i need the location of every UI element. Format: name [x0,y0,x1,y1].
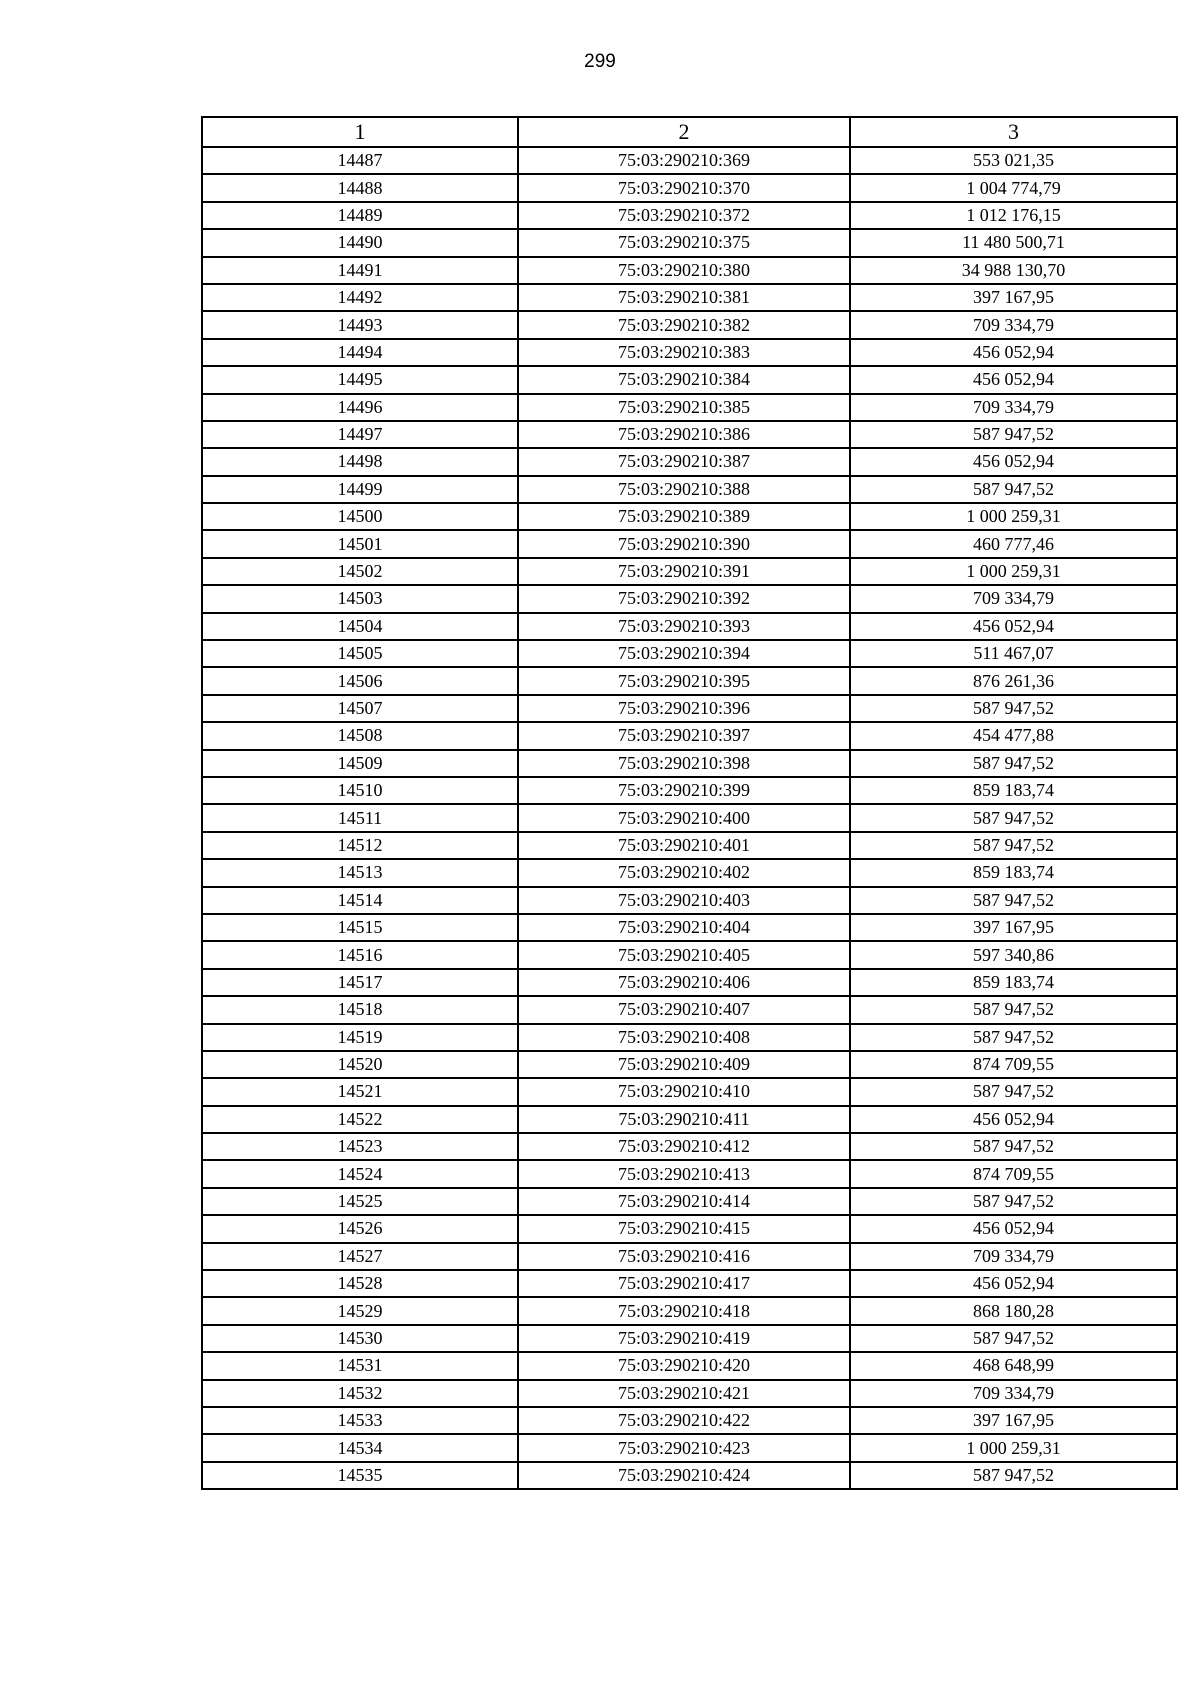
cadastral-number-cell: 75:03:290210:372 [518,202,850,229]
table-row [202,394,1177,421]
cadastral-value-cell: 709 334,79 [850,394,1177,421]
row-number-cell: 14520 [202,1051,518,1078]
row-number-cell: 14522 [202,1106,518,1133]
table-row [202,1160,1177,1187]
row-number-cell: 14526 [202,1215,518,1242]
cadastral-value-cell: 456 052,94 [850,1270,1177,1297]
table-row [202,421,1177,448]
cadastral-value-cell: 468 648,99 [850,1352,1177,1379]
row-number-cell: 14531 [202,1352,518,1379]
cadastral-value-cell: 11 480 500,71 [850,229,1177,256]
table-row [202,1352,1177,1379]
cadastral-number-cell: 75:03:290210:383 [518,339,850,366]
row-number-cell: 14492 [202,284,518,311]
cadastral-number-cell: 75:03:290210:397 [518,722,850,749]
cadastral-value-cell: 587 947,52 [850,750,1177,777]
row-number-cell: 14532 [202,1380,518,1407]
cadastral-number-cell: 75:03:290210:419 [518,1325,850,1352]
cadastral-number-cell: 75:03:290210:393 [518,613,850,640]
row-number-cell: 14519 [202,1024,518,1051]
cadastral-number-cell: 75:03:290210:423 [518,1434,850,1461]
row-number-cell: 14488 [202,174,518,201]
cadastral-value-cell: 511 467,07 [850,640,1177,667]
cadastral-value-cell: 859 183,74 [850,859,1177,886]
cadastral-number-cell: 75:03:290210:395 [518,667,850,694]
row-number-cell: 14534 [202,1434,518,1461]
cadastral-value-cell: 876 261,36 [850,667,1177,694]
cadastral-value-cell: 1 004 774,79 [850,174,1177,201]
table-row [202,667,1177,694]
row-number-cell: 14527 [202,1243,518,1270]
cadastral-value-cell: 456 052,94 [850,339,1177,366]
cadastral-number-cell: 75:03:290210:402 [518,859,850,886]
cadastral-number-cell: 75:03:290210:421 [518,1380,850,1407]
row-number-cell: 14499 [202,476,518,503]
cadastral-value-cell: 1 000 259,31 [850,503,1177,530]
table-row [202,448,1177,475]
cadastral-value-table [201,116,1178,1490]
cadastral-number-cell: 75:03:290210:399 [518,777,850,804]
row-number-cell: 14501 [202,530,518,557]
table-row [202,585,1177,612]
cadastral-value-cell: 587 947,52 [850,421,1177,448]
row-number-cell: 14529 [202,1297,518,1324]
cadastral-number-cell: 75:03:290210:400 [518,804,850,831]
table-row [202,941,1177,968]
cadastral-value-cell: 868 180,28 [850,1297,1177,1324]
cadastral-value-cell: 587 947,52 [850,887,1177,914]
cadastral-value-cell: 454 477,88 [850,722,1177,749]
table-row [202,202,1177,229]
column-header-1: 1 [202,117,518,147]
cadastral-value-cell: 587 947,52 [850,695,1177,722]
cadastral-number-cell: 75:03:290210:408 [518,1024,850,1051]
cadastral-value-cell: 456 052,94 [850,1106,1177,1133]
row-number-cell: 14533 [202,1407,518,1434]
row-number-cell: 14521 [202,1078,518,1105]
row-number-cell: 14535 [202,1462,518,1489]
cadastral-number-cell: 75:03:290210:403 [518,887,850,914]
table-row [202,613,1177,640]
cadastral-value-cell: 1 000 259,31 [850,1434,1177,1461]
cadastral-value-cell: 587 947,52 [850,1078,1177,1105]
cadastral-number-cell: 75:03:290210:418 [518,1297,850,1324]
table-row [202,887,1177,914]
table-row [202,1270,1177,1297]
table-row [202,1297,1177,1324]
row-number-cell: 14494 [202,339,518,366]
cadastral-value-cell: 397 167,95 [850,1407,1177,1434]
cadastral-value-cell: 553 021,35 [850,147,1177,174]
table-row [202,174,1177,201]
row-number-cell: 14491 [202,257,518,284]
cadastral-value-cell: 456 052,94 [850,448,1177,475]
row-number-cell: 14516 [202,941,518,968]
row-number-cell: 14490 [202,229,518,256]
table-row [202,1051,1177,1078]
cadastral-number-cell: 75:03:290210:420 [518,1352,850,1379]
table-row [202,722,1177,749]
cadastral-value-cell: 587 947,52 [850,804,1177,831]
cadastral-number-cell: 75:03:290210:413 [518,1160,850,1187]
cadastral-number-cell: 75:03:290210:407 [518,996,850,1023]
table-row [202,1243,1177,1270]
cadastral-number-cell: 75:03:290210:394 [518,640,850,667]
table-row [202,1380,1177,1407]
row-number-cell: 14512 [202,832,518,859]
cadastral-value-cell: 587 947,52 [850,1325,1177,1352]
cadastral-number-cell: 75:03:290210:384 [518,366,850,393]
cadastral-value-cell: 597 340,86 [850,941,1177,968]
table-row [202,1133,1177,1160]
cadastral-number-cell: 75:03:290210:406 [518,969,850,996]
table-row [202,476,1177,503]
cadastral-value-cell: 709 334,79 [850,585,1177,612]
table-row [202,366,1177,393]
cadastral-number-cell: 75:03:290210:392 [518,585,850,612]
cadastral-number-cell: 75:03:290210:412 [518,1133,850,1160]
row-number-cell: 14524 [202,1160,518,1187]
row-number-cell: 14507 [202,695,518,722]
table-row [202,147,1177,174]
table-row [202,914,1177,941]
row-number-cell: 14503 [202,585,518,612]
table-row [202,1325,1177,1352]
cadastral-number-cell: 75:03:290210:388 [518,476,850,503]
cadastral-value-cell: 709 334,79 [850,1243,1177,1270]
cadastral-value-cell: 587 947,52 [850,1133,1177,1160]
row-number-cell: 14509 [202,750,518,777]
cadastral-number-cell: 75:03:290210:389 [518,503,850,530]
cadastral-value-cell: 34 988 130,70 [850,257,1177,284]
row-number-cell: 14506 [202,667,518,694]
cadastral-number-cell: 75:03:290210:391 [518,558,850,585]
table-row [202,530,1177,557]
cadastral-number-cell: 75:03:290210:417 [518,1270,850,1297]
cadastral-value-cell: 587 947,52 [850,996,1177,1023]
cadastral-value-cell: 859 183,74 [850,969,1177,996]
table-row [202,503,1177,530]
table-row [202,750,1177,777]
row-number-cell: 14498 [202,448,518,475]
cadastral-number-cell: 75:03:290210:387 [518,448,850,475]
row-number-cell: 14502 [202,558,518,585]
row-number-cell: 14508 [202,722,518,749]
cadastral-number-cell: 75:03:290210:390 [518,530,850,557]
cadastral-number-cell: 75:03:290210:375 [518,229,850,256]
cadastral-value-cell: 709 334,79 [850,311,1177,338]
row-number-cell: 14517 [202,969,518,996]
cadastral-value-cell: 1 012 176,15 [850,202,1177,229]
cadastral-value-cell: 456 052,94 [850,613,1177,640]
table-row [202,558,1177,585]
table-row [202,832,1177,859]
row-number-cell: 14495 [202,366,518,393]
cadastral-number-cell: 75:03:290210:396 [518,695,850,722]
table-row [202,777,1177,804]
row-number-cell: 14487 [202,147,518,174]
cadastral-number-cell: 75:03:290210:385 [518,394,850,421]
cadastral-number-cell: 75:03:290210:380 [518,257,850,284]
cadastral-value-cell: 874 709,55 [850,1051,1177,1078]
table-row [202,695,1177,722]
table-row [202,257,1177,284]
cadastral-value-cell: 587 947,52 [850,1024,1177,1051]
row-number-cell: 14511 [202,804,518,831]
cadastral-value-cell: 874 709,55 [850,1160,1177,1187]
cadastral-number-cell: 75:03:290210:369 [518,147,850,174]
row-number-cell: 14528 [202,1270,518,1297]
cadastral-value-cell: 456 052,94 [850,366,1177,393]
row-number-cell: 14515 [202,914,518,941]
row-number-cell: 14504 [202,613,518,640]
cadastral-value-cell: 709 334,79 [850,1380,1177,1407]
cadastral-number-cell: 75:03:290210:401 [518,832,850,859]
cadastral-number-cell: 75:03:290210:370 [518,174,850,201]
cadastral-number-cell: 75:03:290210:409 [518,1051,850,1078]
cadastral-number-cell: 75:03:290210:416 [518,1243,850,1270]
page-number: 299 [584,51,616,72]
table-row [202,1106,1177,1133]
cadastral-number-cell: 75:03:290210:411 [518,1106,850,1133]
table-row [202,640,1177,667]
table-row [202,1215,1177,1242]
row-number-cell: 14513 [202,859,518,886]
row-number-cell: 14497 [202,421,518,448]
row-number-cell: 14518 [202,996,518,1023]
row-number-cell: 14523 [202,1133,518,1160]
table-body [202,147,1177,1489]
table-row [202,339,1177,366]
row-number-cell: 14525 [202,1188,518,1215]
table-row [202,1462,1177,1489]
table-row [202,1188,1177,1215]
cadastral-number-cell: 75:03:290210:415 [518,1215,850,1242]
cadastral-number-cell: 75:03:290210:404 [518,914,850,941]
cadastral-value-cell: 587 947,52 [850,1188,1177,1215]
cadastral-number-cell: 75:03:290210:414 [518,1188,850,1215]
cadastral-number-cell: 75:03:290210:405 [518,941,850,968]
table-row [202,1078,1177,1105]
table-row [202,1024,1177,1051]
cadastral-value-cell: 587 947,52 [850,1462,1177,1489]
row-number-cell: 14514 [202,887,518,914]
cadastral-number-cell: 75:03:290210:381 [518,284,850,311]
cadastral-value-cell: 397 167,95 [850,284,1177,311]
row-number-cell: 14493 [202,311,518,338]
row-number-cell: 14496 [202,394,518,421]
cadastral-value-cell: 859 183,74 [850,777,1177,804]
table-row [202,284,1177,311]
cadastral-number-cell: 75:03:290210:382 [518,311,850,338]
table-row [202,1407,1177,1434]
table-row [202,859,1177,886]
cadastral-number-cell: 75:03:290210:422 [518,1407,850,1434]
table-row [202,804,1177,831]
column-header-2: 2 [518,117,850,147]
cadastral-number-cell: 75:03:290210:398 [518,750,850,777]
table-row [202,1434,1177,1461]
table-row [202,996,1177,1023]
row-number-cell: 14510 [202,777,518,804]
cadastral-number-cell: 75:03:290210:410 [518,1078,850,1105]
row-number-cell: 14489 [202,202,518,229]
cadastral-value-cell: 456 052,94 [850,1215,1177,1242]
cadastral-value-cell: 460 777,46 [850,530,1177,557]
cadastral-value-cell: 397 167,95 [850,914,1177,941]
cadastral-value-cell: 587 947,52 [850,832,1177,859]
cadastral-number-cell: 75:03:290210:386 [518,421,850,448]
row-number-cell: 14500 [202,503,518,530]
row-number-cell: 14530 [202,1325,518,1352]
table-row [202,229,1177,256]
table-header-row [202,117,1177,147]
column-header-3: 3 [850,117,1177,147]
cadastral-value-cell: 1 000 259,31 [850,558,1177,585]
row-number-cell: 14505 [202,640,518,667]
cadastral-value-cell: 587 947,52 [850,476,1177,503]
cadastral-number-cell: 75:03:290210:424 [518,1462,850,1489]
table-row [202,969,1177,996]
table-row [202,311,1177,338]
